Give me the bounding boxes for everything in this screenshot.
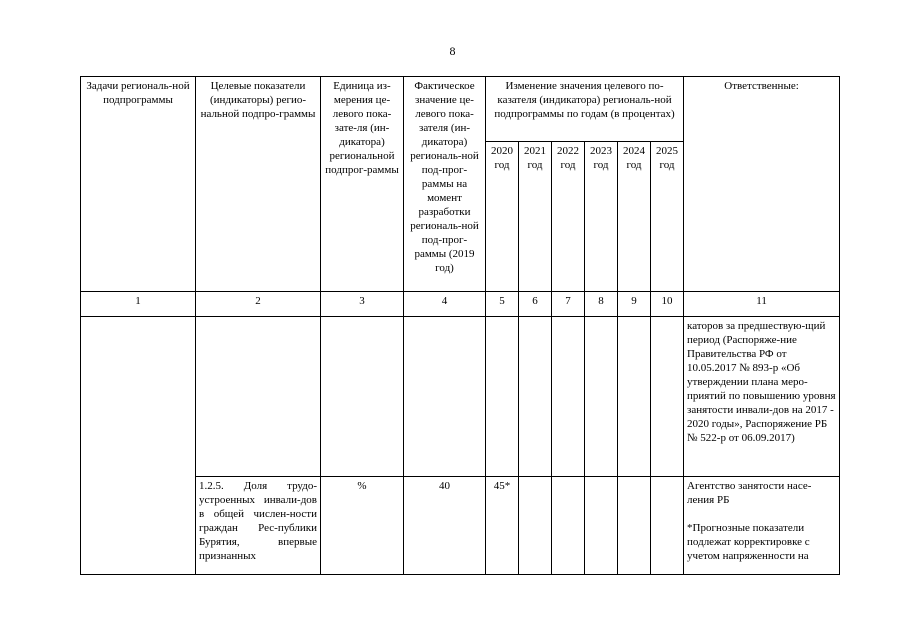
responsible-agency: Агентство занятости насе-ления РБ [687,480,812,506]
year-cell [552,317,585,477]
year-cell [486,317,519,477]
actual-cell: 40 [404,477,486,575]
year-cell-2020: 45* [486,477,519,575]
header-actual-value: Фактическое значение це-левого пока-зателя (ин-дикатора) региональ-ной под-прог-раммы на момент разработки региональ-ной под-прог-раммы (2019 год) [404,77,486,292]
header-tasks: Задачи региональ-ной подпрограммы [81,77,196,292]
header-unit: Единица из-мерения це-левого пока-зате-ля (ин-дикатора) региональной подпрог-раммы [321,77,404,292]
column-number: 9 [618,292,651,317]
header-years-group: Изменение значения целевого по-казателя (индикатора) региональ-ной подпрограммы по годам (в процентах) [486,77,684,142]
responsible-cell [684,477,840,575]
header-year-2021: 2021 год [519,142,552,292]
year-cell [651,317,684,477]
column-number: 8 [585,292,618,317]
page-number: 8 [449,44,456,58]
task-cell [81,317,196,575]
column-number: 11 [684,292,840,317]
column-number-row [81,292,840,317]
year-cell [585,317,618,477]
header-year-2025: 2025 год [651,142,684,292]
column-number: 1 [81,292,196,317]
year-cell [651,477,684,575]
column-number: 2 [196,292,321,317]
header-year-2023: 2023 год [585,142,618,292]
indicator-cell: 1.2.5. Доля трудо-устроенных инвали-дов в общей числен-ности граждан Рес-публики Бурятия, впервые признанных [196,477,321,575]
column-number: 3 [321,292,404,317]
column-number: 6 [519,292,552,317]
header-year-2020: 2020 год [486,142,519,292]
actual-cell [404,317,486,477]
year-cell [519,317,552,477]
unit-cell: % [321,477,404,575]
column-number: 4 [404,292,486,317]
year-cell [585,477,618,575]
indicators-table [80,76,840,575]
indicator-cell [196,317,321,477]
column-number: 7 [552,292,585,317]
column-number: 5 [486,292,519,317]
year-cell [552,477,585,575]
table-row [81,317,840,477]
year-cell [618,317,651,477]
responsible-cell: каторов за предшествую-щий период (Распоряже-ние Правительства РФ от 10.05.2017 № 893-р «Об утверждении плана меро-приятий по повышению уровня занятости инвали-дов на 2017 - 2020 годы», Распоряжение РБ № 522-р от 06.09.2017) [684,317,840,477]
header-target-indicators: Целевые показатели (индикаторы) регио-нальной подпро-граммы [196,77,321,292]
column-number: 10 [651,292,684,317]
header-year-2022: 2022 год [552,142,585,292]
unit-cell [321,317,404,477]
header-responsible: Ответственные: [684,77,840,292]
forecast-note: *Прогнозные показатели подлежат корректировке с учетом напряженности на [687,522,810,562]
year-cell [519,477,552,575]
header-year-2024: 2024 год [618,142,651,292]
year-cell [618,477,651,575]
